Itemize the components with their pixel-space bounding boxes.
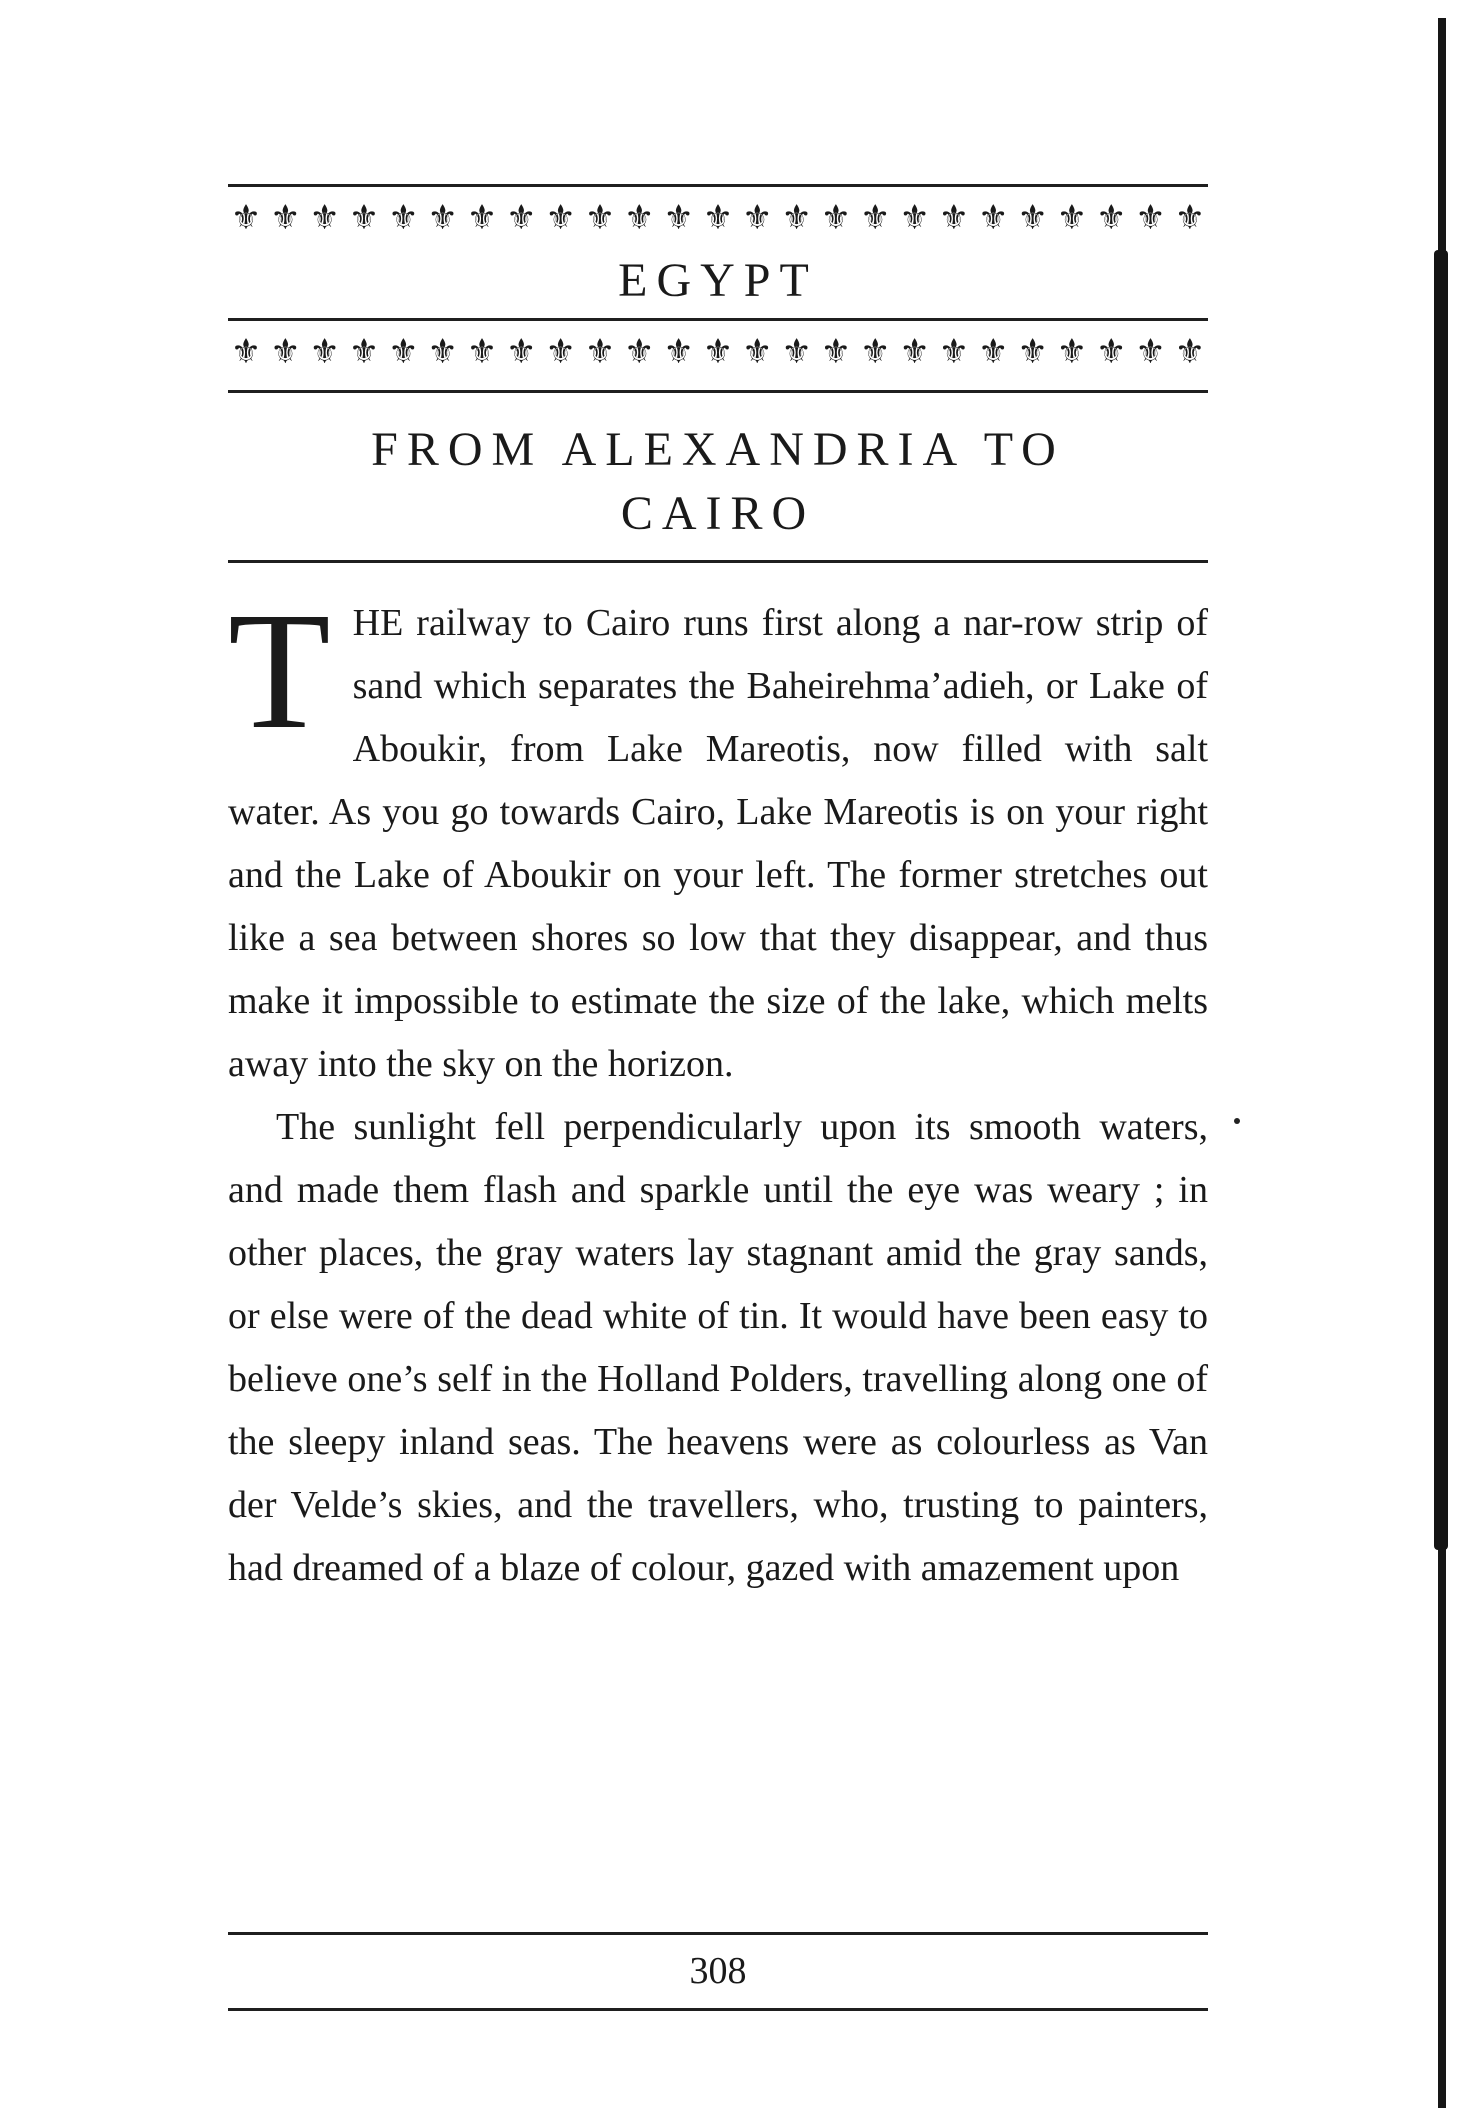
fleur-de-lis-icon: ⚜ bbox=[427, 198, 458, 238]
fleur-de-lis-icon: ⚜ bbox=[309, 332, 340, 372]
fleur-de-lis-icon: ⚜ bbox=[781, 332, 812, 372]
ink-speck bbox=[1234, 1118, 1240, 1124]
fleur-de-lis-icon: ⚜ bbox=[977, 198, 1009, 238]
fleur-de-lis-icon: ⚜ bbox=[230, 198, 262, 238]
fleur-de-lis-icon: ⚜ bbox=[348, 332, 380, 372]
fleur-de-lis-icon: ⚜ bbox=[977, 332, 1009, 372]
fleur-de-lis-icon: ⚜ bbox=[388, 198, 419, 238]
fleur-de-lis-icon: ⚜ bbox=[938, 198, 970, 238]
ornament-row-bottom bbox=[228, 330, 1208, 374]
fleur-de-lis-icon: ⚜ bbox=[1056, 332, 1088, 372]
fleur-de-lis-icon: ⚜ bbox=[466, 332, 498, 372]
page-number: 308 bbox=[689, 1950, 747, 1992]
fleur-de-lis-icon: ⚜ bbox=[1174, 198, 1206, 238]
fleur-de-lis-icon: ⚜ bbox=[860, 198, 891, 238]
fleur-de-lis-icon: ⚜ bbox=[270, 198, 301, 238]
section-heading: EGYPT bbox=[618, 254, 818, 307]
fleur-de-lis-icon: ⚜ bbox=[466, 198, 498, 238]
rule-below-heading bbox=[228, 318, 1208, 321]
fleur-de-lis-icon: ⚜ bbox=[230, 332, 262, 372]
fleur-de-lis-icon: ⚜ bbox=[506, 198, 537, 238]
fleur-de-lis-icon: ⚜ bbox=[584, 198, 616, 238]
fleur-de-lis-icon: ⚜ bbox=[1095, 198, 1127, 238]
fleur-de-lis-icon: ⚜ bbox=[1017, 332, 1048, 372]
fleur-de-lis-icon: ⚜ bbox=[1095, 332, 1127, 372]
fleur-de-lis-icon: ⚜ bbox=[545, 332, 576, 372]
paragraph-1-text: HE railway to Cairo runs first along a nar-row strip of sand which separates the Baheirehma’adieh, or Lake of Aboukir, from Lake Mareotis, now filled with salt water. As you go towards Cairo, Lake Mareotis is on your right and the Lake of Aboukir on your left. The former stretches out like a sea between shores so low that they disappear, and thus make it impossible to estimate the size of the lake, which melts away into the sky on the horizon. bbox=[228, 602, 1208, 1085]
fleur-de-lis-icon: ⚜ bbox=[506, 332, 537, 372]
paragraph-2: The sunlight fell perpendicularly upon its smooth waters, and made them flash and sparkle until the eye was weary ; in other places, the gray waters lay stagnant amid the gray sands, or else were of the dead white of tin. It would have been easy to believe one’s self in the Holland Polders, travelling along one of the sleepy inland seas. The heavens were as colourless as Van der Velde’s skies, and the travellers, who, trusting to painters, had dreamed of a blaze of colour, gazed with amazement upon bbox=[228, 1106, 1208, 1589]
fleur-de-lis-icon: ⚜ bbox=[427, 332, 458, 372]
fleur-de-lis-icon: ⚜ bbox=[820, 332, 852, 372]
rule-below-page-number bbox=[228, 2008, 1208, 2011]
fleur-de-lis-icon: ⚜ bbox=[663, 198, 694, 238]
fleur-de-lis-icon: ⚜ bbox=[742, 332, 773, 372]
fleur-de-lis-icon: ⚜ bbox=[702, 332, 734, 372]
chapter-title: FROM ALEXANDRIA TO CAIRO bbox=[371, 423, 1065, 540]
fleur-de-lis-icon: ⚜ bbox=[938, 332, 970, 372]
drop-cap: T bbox=[228, 578, 331, 764]
fleur-de-lis-icon: ⚜ bbox=[584, 332, 616, 372]
fleur-de-lis-icon: ⚜ bbox=[860, 332, 891, 372]
fleur-de-lis-icon: ⚜ bbox=[545, 198, 576, 238]
fleur-de-lis-icon: ⚜ bbox=[1017, 198, 1048, 238]
rule-below-title bbox=[228, 560, 1208, 563]
fleur-de-lis-icon: ⚜ bbox=[1174, 332, 1206, 372]
fleur-de-lis-icon: ⚜ bbox=[1135, 198, 1166, 238]
fleur-de-lis-icon: ⚜ bbox=[781, 198, 812, 238]
fleur-de-lis-icon: ⚜ bbox=[663, 332, 694, 372]
fleur-de-lis-icon: ⚜ bbox=[899, 198, 930, 238]
fleur-de-lis-icon: ⚜ bbox=[270, 332, 301, 372]
rule-above-page-number bbox=[228, 1932, 1208, 1935]
fleur-de-lis-icon: ⚜ bbox=[388, 332, 419, 372]
fleur-de-lis-icon: ⚜ bbox=[820, 198, 852, 238]
paragraph-1 bbox=[228, 578, 1208, 1096]
fleur-de-lis-icon: ⚜ bbox=[1056, 198, 1088, 238]
rule-below-ornaments bbox=[228, 390, 1208, 393]
fleur-de-lis-icon: ⚜ bbox=[348, 198, 380, 238]
fleur-de-lis-icon: ⚜ bbox=[309, 198, 340, 238]
body-text bbox=[228, 578, 1208, 1600]
ornament-row-top bbox=[228, 196, 1208, 240]
page-edge-binding bbox=[1434, 250, 1448, 1550]
fleur-de-lis-icon: ⚜ bbox=[624, 198, 655, 238]
fleur-de-lis-icon: ⚜ bbox=[899, 332, 930, 372]
fleur-de-lis-icon: ⚜ bbox=[702, 198, 734, 238]
fleur-de-lis-icon: ⚜ bbox=[624, 332, 655, 372]
fleur-de-lis-icon: ⚜ bbox=[1135, 332, 1166, 372]
top-rule bbox=[228, 184, 1208, 187]
fleur-de-lis-icon: ⚜ bbox=[742, 198, 773, 238]
